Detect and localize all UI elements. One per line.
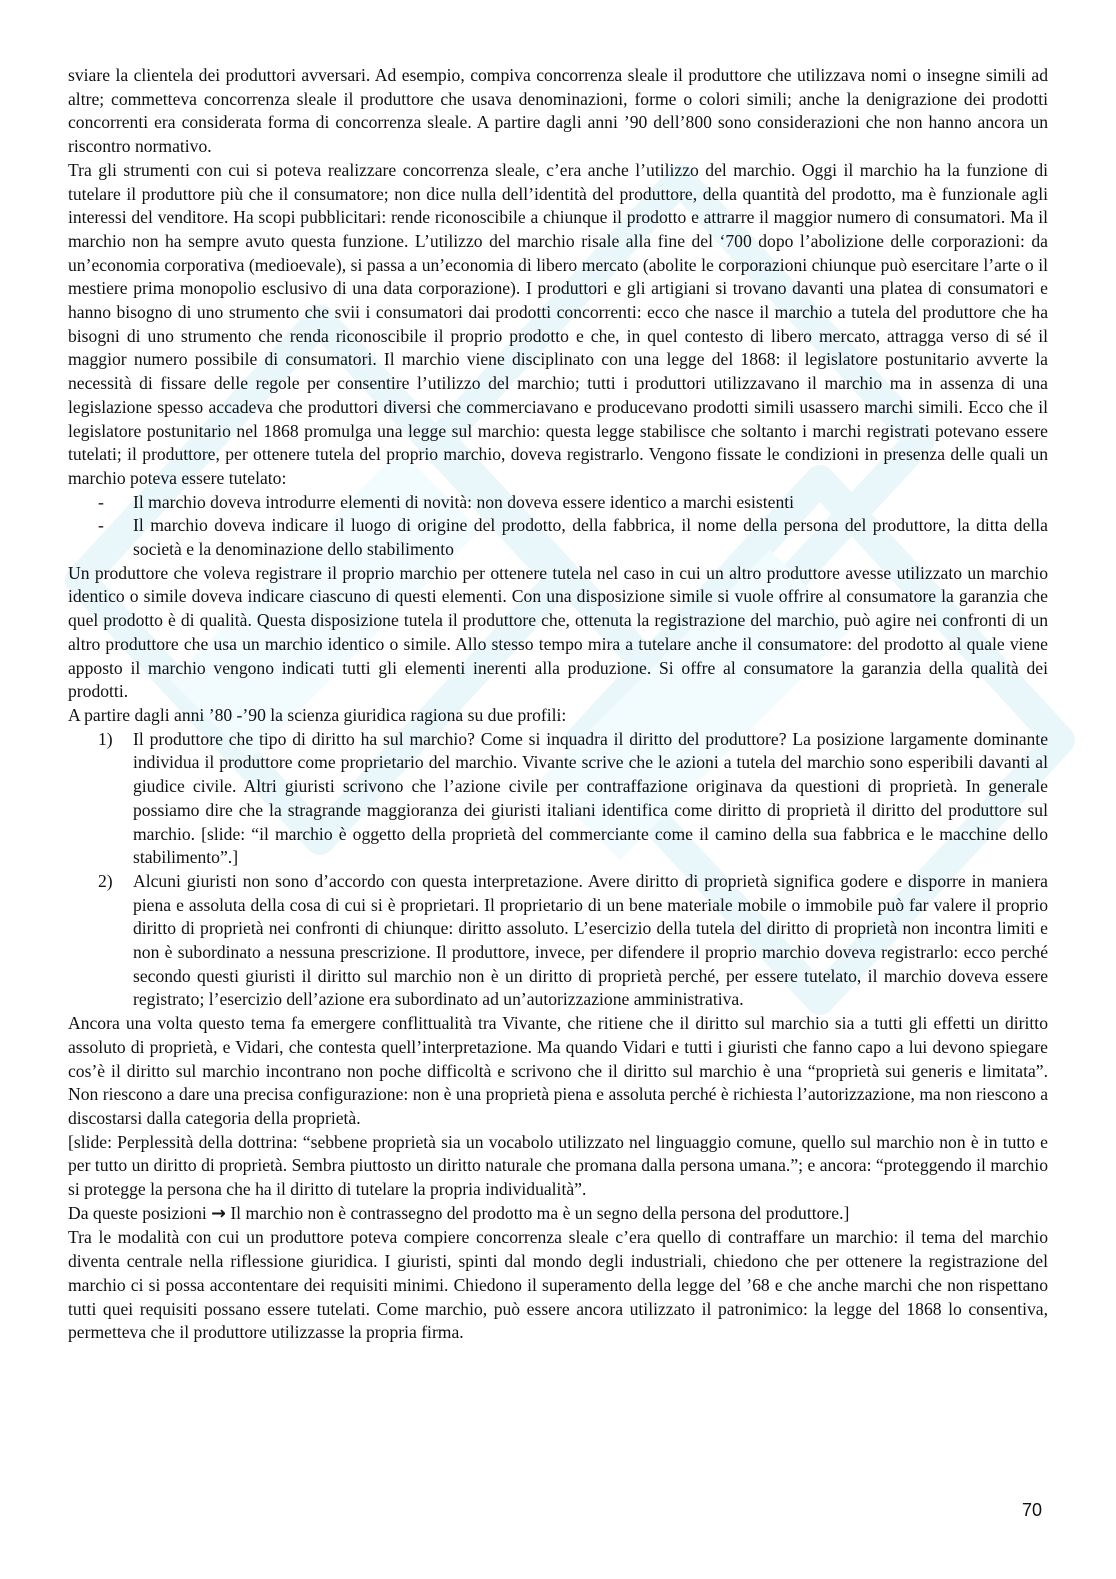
paragraph: sviare la clientela dei produttori avversari. Ad esempio, compiva concorrenza sleale il produttore che utilizzava nomi o insegne simili ad altre; commetteva concorrenza sleale il produttore che usava denominazioni, forme o colori simili; anche la denigrazione dei prodotti concorrenti era considerata forma di concorrenza sleale. A partire dagli anni ’90 dell’800 sono considerazioni che non hanno ancora un riscontro normativo. bbox=[68, 65, 1048, 157]
list-item: - Il marchio doveva indicare il luogo di origine del prodotto, della fabbrica, il nome della persona del produttore, la ditta della società e la denominazione dello stabilimento bbox=[68, 514, 1048, 561]
list-item-text: Alcuni giuristi non sono d’accordo con questa interpretazione. Avere diritto di proprietà significa godere e disporre in maniera piena e assoluta della cosa di cui si è proprietari. Il proprietario di un bene materiale mobile o immobile può far valere il proprio diritto di proprietà nei confronti di chiunque: diritto assoluto. L’esercizio della tutela del diritto di proprietà non incontra limiti e non è subordinato a nessuna prescrizione. Il produttore, invece, per difendere il proprio marchio doveva registrarlo: ecco perché secondo questi giuristi il diritto sul marchio non è un diritto di proprietà perché, per essere tutelato, il marchio doveva essere registrato; l’esercizio dell’azione era subordinato ad un’autorizzazione amministrativa. bbox=[133, 870, 1048, 1010]
list-number: 2) bbox=[98, 870, 113, 891]
list-item bbox=[68, 870, 1048, 1012]
paragraph: A partire dagli anni ’80 -’90 la scienza giuridica ragiona su due profili: bbox=[68, 704, 567, 725]
page-number: 70 bbox=[1021, 1500, 1042, 1520]
paragraph: Tra gli strumenti con cui si poteva realizzare concorrenza sleale, c’era anche l’utilizzo del marchio. Oggi il marchio ha la funzione di tutelare il produttore più che il consumatore; non dice nulla dell’identità del produttore, della quantità del prodotto, ma è funzionale agli interessi del venditore. Ha scopi pubblicitari: rende riconoscibile a chiunque il prodotto e attrarre il maggior numero di consumatori. Ma il marchio non ha sempre avuto questa funzione. L’utilizzo del marchio risale alla fine del ‘700 dopo l’abolizione delle corporazioni: da un’economia corporativa (medioevale), si passa a un’economia di libero mercato (abolite le corporazioni chiunque può esercitare l’arte o il mestiere prima monopolio esclusivo di una data corporazione). I produttori e gli artigiani si trovano davanti una platea di consumatori e hanno bisogno di uno strumento che svii i consumatori dai prodotti concorrenti: ecco che nasce il marchio a tutela del produttore che ha bisogni di uno strumento che renda riconoscibile il proprio prodotto e che, in quel contesto di libero mercato, attragga verso di sé il maggior numero possibile di consumatori. Il marchio viene disciplinato con una legge del 1868: il legislatore postunitario avverte la necessità di fissare delle regole per consentire l’utilizzo del marchio; tutti i produttori utilizzavano il marchio ma in assenza di una legislazione spesso accadeva che produttori diversi che commerciavano e producevano prodotti simili usassero marchi simili. Ecco che il legislatore postunitario nel 1868 promulga una legge sul marchio: questa legge stabilisce che soltanto i marchi registrati potevano essere tutelati; il produttore, per ottenere tutela del proprio marchio, doveva registrarlo. Vengono fissate le condizioni in presenza delle quali un marchio poteva essere tutelato: bbox=[68, 159, 1048, 488]
list-item: - Il marchio doveva introdurre elementi di novità: non doveva essere identico a marchi esistenti bbox=[68, 491, 1048, 515]
dash-list bbox=[68, 491, 1048, 562]
paragraph: Ancora una volta questo tema fa emergere conflittualità tra Vivante, che ritiene che il diritto sul marchio sia a tutti gli effetti un diritto assoluto di proprietà, e Vidari, che contesta quell’interpretazione. Ma quando Vidari e tutti i giuristi che fanno capo a lui devono spiegare cos’è il diritto sul marchio incontrano non poche difficoltà e scrivono che il diritto sul marchio è una “proprietà sui generis e limitata”. Non riescono a dare una precisa configurazione: non è una proprietà piena e assoluta perché è richiesta l’autorizzazione, ma non riescono a discostarsi dalla categoria della proprietà. bbox=[68, 1013, 1048, 1128]
paragraph bbox=[68, 1202, 1048, 1227]
list-number: 1) bbox=[98, 728, 113, 749]
document-body bbox=[68, 64, 1048, 1345]
arrow-icon: → bbox=[211, 1203, 226, 1224]
numbered-list bbox=[68, 728, 1048, 1012]
list-item-text: Il produttore che tipo di diritto ha sul marchio? Come si inquadra il diritto del produttore? La posizione largamente dominante individua il produttore come proprietario del marchio. Vivante scrive che le azioni a tutela del marchio sono esperibili davanti al giudice civile. Altri giuristi scrivono che l’azione civile per contraffazione originava da questioni di proprietà. In generale possiamo dire che la stragrande maggioranza dei giuristi italiani identifica come diritto di proprietà il diritto del produttore sul marchio. [slide: “il marchio è oggetto della proprietà del commerciante come il camino della sua fabbrica e le macchine dello stabilimento”.] bbox=[133, 728, 1048, 868]
paragraph-text: Il marchio non è contrassegno del prodotto ma è un segno della persona del produttore.] bbox=[230, 1202, 850, 1223]
paragraph-text: Da queste posizioni bbox=[68, 1202, 207, 1223]
paragraph: Un produttore che voleva registrare il proprio marchio per ottenere tutela nel caso in cui un altro produttore avesse utilizzato un marchio identico o simile doveva indicare ciascuno di questi elementi. Con una disposizione simile si vuole offrire al consumatore la garanzia che quel prodotto è di qualità. Questa disposizione tutela il produttore che, ottenuta la registrazione del marchio, può agire nei confronti di un altro produttore che usa un marchio identico o simile. Allo stesso tempo mira a tutelare anche il consumatore: del prodotto al quale viene apposto il marchio vengono indicati tutti gli elementi inerenti alla produzione. Si offre al consumatore la garanzia della qualità dei prodotti. bbox=[68, 562, 1048, 702]
paragraph: Tra le modalità con cui un produttore poteva compiere concorrenza sleale c’era quello di contraffare un marchio: il tema del marchio diventa centrale nella riflessione giuridica. I giuristi, spinti dal mondo degli industriali, chiedono che per ottenere la registrazione del marchio ci si possa accontentare dei requisiti minimi. Chiedono il superamento della legge del ’68 e che anche marchi che non rispettano tutti quei requisiti possano essere tutelati. Come marchio, può essere ancora utilizzato il patronimico: la legge del 1868 lo consentiva, permetteva che il produttore utilizzasse la propria firma. bbox=[68, 1227, 1048, 1343]
list-item bbox=[68, 728, 1048, 870]
paragraph: [slide: Perplessità della dottrina: “sebbene proprietà sia un vocabolo utilizzato nel linguaggio comune, quello sul marchio non è in tutto e per tutto un diritto di proprietà. Sembra piuttosto un diritto naturale che promana dalla persona umana.”; e ancora: “proteggendo il marchio si protegge la persona che ha il diritto di tutelare la propria individualità”. bbox=[68, 1131, 1048, 1200]
